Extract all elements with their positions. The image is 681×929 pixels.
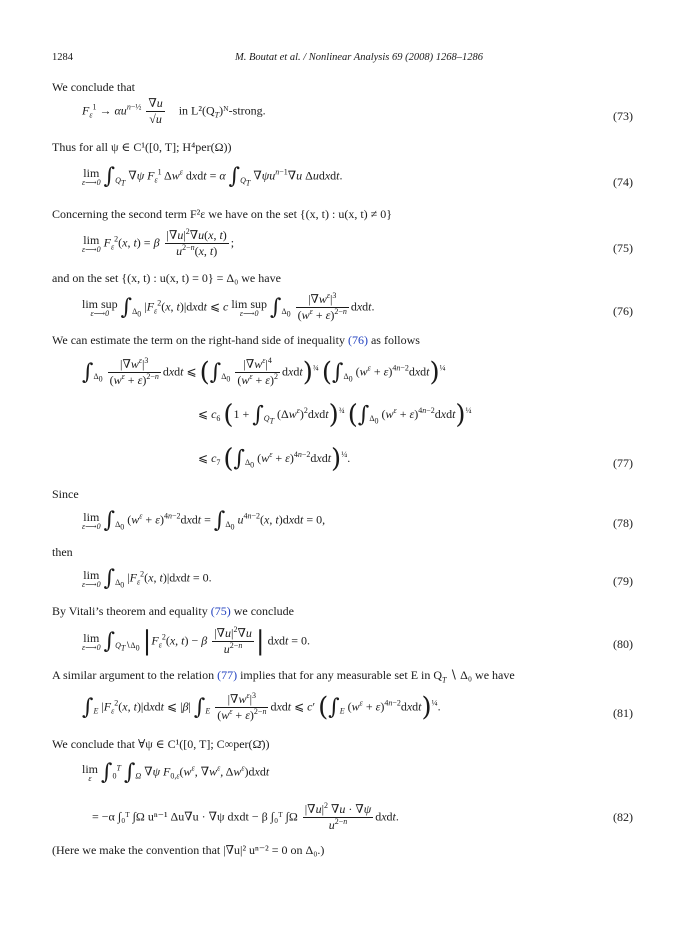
equation-80: lim ε⟶0 $\int_{Q_T∖\Delta_0}$ $|F_\varepsilon^2(x$, t) − β $\frac{|\nabla u|^2\nabla u}{u^{2-n}}$ | dxdt = 0. [82, 625, 311, 657]
equation-78: lim ε⟶0 $\int_{\Delta_0}$ ($w^\varepsilon$ + $\varepsilon)^{4n-2}dxdt = \int_{\Delta_0}$ $u^{4n-2}(x$, t)dxdt = 0, [82, 508, 326, 533]
equation-number: (79) [613, 574, 633, 588]
equation-number: (78) [613, 516, 633, 530]
text-line: We conclude that [52, 80, 135, 94]
text-line: By Vitali’s theorem and equality (75) we conclude [52, 604, 295, 618]
equation-number: (76) [613, 304, 633, 318]
text-line: then [52, 545, 73, 559]
text-line: Since [52, 487, 79, 501]
equation-number: (75) [613, 241, 633, 255]
text-line: Thus for all ψ ∈ C¹([0, T]; H⁴per(Ω)) [52, 140, 232, 154]
equation-number: (81) [613, 706, 633, 720]
equation-76: lim sup ε⟶0 $\int_{\Delta_0}$ $|F_\varepsilon^2(x$, t)|dxdt ⩽ c lim sup ε⟶0 $\int_{\Delta_0}$ $\frac{|\nabla w^\varepsilon|^3}{(w^\varepsilon + \varepsilon)^{2-n}}$ dxdt. [82, 291, 375, 322]
equation-number: (80) [613, 637, 633, 651]
running-title: M. Boutat et al. / Nonlinear Analysis 69 (2008) 1268–1286 [235, 52, 484, 63]
page-number: 1284 [52, 52, 73, 63]
equation-77-line-3: ⩽ $c_7$ ($\int_{\Delta_0}$ ($w^\varepsilon$ + $\varepsilon)^{4n-2}dxdt)^{\frac{1}{4}}$. [198, 444, 351, 474]
equation-77-line-1: $\int_{\Delta_0}$ $\frac{|\nabla w^\varepsilon|^3}{(w^\varepsilon + \varepsilon)^{2-n}}$ dxdt ⩽ ($\int_{\Delta_0}$ $\frac{|\nabla w^\varepsilon|^4}{(w^\varepsilon + \varepsilon)^2}$ dxdt)$^{\frac{3}{4}}$ ($\int_{\Delta_0}$ ($w^\varepsilon$ + $\varepsilon)^{4n-2}dxdt)^{\frac{1}{4}}$ [82, 356, 446, 388]
equation-79: lim ε⟶0 $\int_{\Delta_0}$ $|F_\varepsilon^2(x$, t)|dxdt = 0. [82, 566, 212, 591]
equation-number: (82) [613, 810, 633, 824]
text-line: and on the set {(x, t) : u(x, t) = 0} = Δ₀ we have [52, 271, 281, 285]
equation-81: $\int_E$ $|F_\varepsilon^2(x$, t)|dxdt ⩽ |β| $\int_E$ $\frac{|\nabla w^\varepsilon|^3}{(w^\varepsilon + \varepsilon)^{2-n}}$ dxdt ⩽ c′ ($\int_E$ ($w^\varepsilon$ + $\varepsilon)^{4n-2}dxdt)^{\frac{1}{4}}$. [82, 691, 441, 723]
equation-82-line-2: = −α ∫₀ᵀ ∫Ω uⁿ⁻¹ Δu∇u · ∇ψ dxdt − β ∫₀ᵀ ∫Ω $\frac{|\nabla u|^2 \nabla u \cdot \nabla\psi}{u^{2-n}}$ dxdt. [92, 801, 399, 832]
text-line: Concerning the second term F²ε we have on the set {(x, t) : u(x, t) ≠ 0} [52, 207, 392, 221]
equation-82-line-1: lim ε $\int_0^T$ $\int_\Omega$ ∇ψ $F_{0,\varepsilon}(w^\varepsilon$, $\nabla w^\varepsilon$, $\Delta w^\varepsilon)dxdt$ [82, 760, 270, 785]
text-line: A similar argument to the relation (77) implies that for any measurable set E in $Q_T$ ∖ Δ₀ we have [52, 668, 515, 685]
equation-number: (74) [613, 175, 633, 189]
text-line: We can estimate the term on the right-hand side of inequality (76) as follows [52, 333, 420, 347]
equation-73: $F_\varepsilon^1 \to \alpha u^{n-\frac{1}{2}}$ $\frac{\nabla u}{√u}$ in $L^2(Q_T)ᴺ$-strong. [82, 96, 266, 126]
equation-74: lim ε⟶0 $\int_{Q_T}$ ∇ψ $F_\varepsilon^1$ $\Delta w^\varepsilon$ dxdt = α $\int_{Q_T}$ $\nabla\psi u^{n-1}\nabla u$ Δudxdt. [82, 164, 343, 189]
equation-75: lim ε⟶0 $F_\varepsilon^2(x$, t) = β $\frac{|\nabla u|^2\nabla u(x, t)}{u^{2-n}(x, t)}$ ; [82, 227, 235, 258]
equation-77-line-2: ⩽ $c_6$ ($1 + \int_{Q_T}$ $(\Delta w^\varepsilon)^2dxdt)^{\frac{3}{4}}$ ($\int_{\Delta_0}$ ($w^\varepsilon$ + $\varepsilon)^{4n-2}dxdt)^{\frac{1}{4}}$ [198, 400, 472, 430]
text-line: We conclude that ∀ψ ∈ C¹([0, T]; C∞per(Ω̄)) [52, 737, 270, 751]
equation-link[interactable]: (76) [347, 333, 368, 347]
equation-number: (77) [613, 456, 633, 470]
equation-number: (73) [613, 109, 633, 123]
running-header [52, 52, 629, 66]
equation-link[interactable]: (75) [210, 604, 231, 618]
text-line: (Here we make the convention that |∇u|² uⁿ⁻² = 0 on Δ₀.) [52, 843, 325, 857]
equation-link[interactable]: (77) [217, 668, 238, 682]
